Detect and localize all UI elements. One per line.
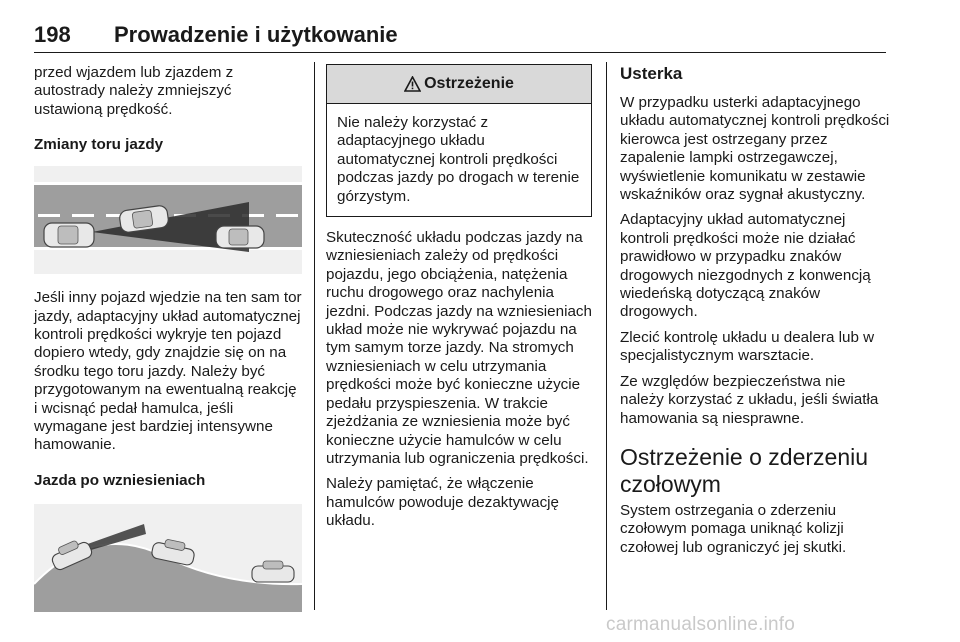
column-divider	[314, 62, 315, 610]
fault-heading: Usterka	[620, 64, 683, 83]
hill-driving-illustration	[34, 504, 302, 612]
warning-text: Nie należy korzystać z adaptacyjnego układu automatycznej kontroli prędkości podczas jazdy po drogach w terenie górzystym.	[337, 114, 580, 205]
collision-warning-paragraph: System ostrzegania o zderzeniu czołowym pomaga uniknąć kolizji czołowej lub ograniczyć jej skutki.	[620, 501, 847, 556]
page-header	[34, 22, 886, 53]
lane-change-image	[34, 166, 302, 274]
fault-paragraph-4: Ze względów bezpieczeństwa nie należy korzystać z układu, jeśli światła hamowania są niesprawne.	[620, 372, 879, 427]
lead-car	[216, 226, 264, 248]
warning-title: Ostrzeżenie	[424, 75, 514, 92]
hill-effectiveness-paragraph: Skuteczność układu podczas jazdy na wzniesieniach zależy od prędkości pojazdu, jego obciążenia, natężenia ruchu drogowego oraz nachylenia jezdni. Podczas jazdy na wzniesieniach układ może nie wykrywać pojazdu na tym samym torze jazdy. Na stromych wzniesieniach w celu utrzymania prędkości może być konieczne użycie pedału przyspieszenia. W trakcie zjeżdżania ze wzniesienia może być konieczne użycie hamulców w celu utrzymania lub ograniczenia prędkości.	[326, 229, 592, 467]
warning-box	[326, 64, 592, 217]
fault-paragraph-1: W przypadku usterki adaptacyjnego układu automatycznej kontroli prędkości kierowca jest ostrzegany przez zapalenie lampki ostrzegawczej, wyświetlenie komunikatu w zestawie wskaźników oraz sygnał akustyczny.	[620, 94, 890, 204]
fault-paragraph-3: Zlecić kontrolę układu u dealera lub w specjalistycznym warsztacie.	[620, 328, 875, 365]
warning-header	[327, 65, 591, 104]
hill-driving-image	[34, 504, 302, 612]
lane-change-paragraph: Jeśli inny pojazd wjedzie na ten sam tor jazdy, adaptacyjny układ automatycznej kontroli prędkości wykryje ten pojazd dopiero wtedy, gdy znajdzie się on na środku tego toru jazdy. Należy być przygotowanym na ewentualną reakcję i wcisnąć pedał hamulca, jeśli wymagane jest bardziej intensywne hamowanie.	[34, 289, 302, 454]
collision-warning-heading: Ostrzeżenie o zderzeniu czołowym	[620, 443, 869, 497]
page-number: 198	[34, 22, 71, 47]
intro-paragraph: przed wjazdem lub zjazdem z autostrady należy zmniejszyć ustawioną prędkość.	[34, 64, 234, 118]
page-title: Prowadzenie i użytkowanie	[114, 22, 398, 47]
brake-deactivation-paragraph: Należy pamiętać, że włączenie hamulców powoduje dezaktywację układu.	[326, 475, 560, 530]
column-left	[34, 64, 302, 612]
fault-paragraph-2: Adaptacyjny układ automatycznej kontroli prędkości może nie działać prawidłowo w przypadku znaków drogowych niezgodnych z konwencją wiedeńską dotyczącą znaków drogowych.	[620, 211, 871, 321]
warning-triangle-icon	[404, 76, 421, 92]
hill-driving-heading: Jazda po wzniesieniach	[34, 471, 206, 489]
lane-change-illustration	[34, 166, 302, 274]
own-car	[44, 223, 94, 247]
column-right	[620, 64, 890, 557]
watermark: carmanualsonline.info	[606, 614, 796, 635]
column-middle	[326, 64, 592, 531]
column-divider	[606, 62, 607, 610]
lane-change-heading: Zmiany toru jazdy	[34, 136, 164, 154]
